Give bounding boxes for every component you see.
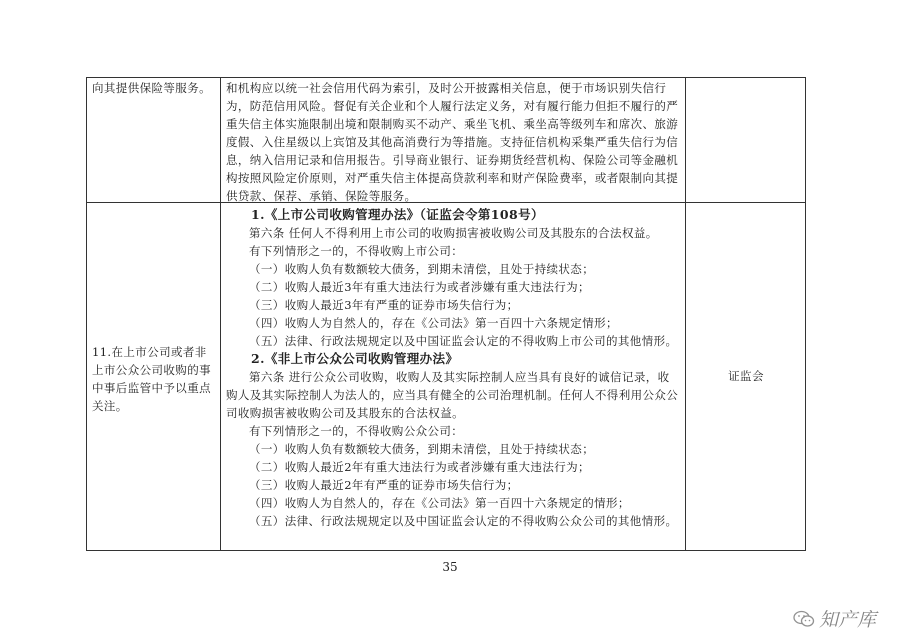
article-item: （三）收购人最近2年有严重的证券市场失信行为； (249, 478, 519, 492)
watermark-text: 知产库 (818, 609, 876, 631)
agency-label: 证监会 (728, 369, 764, 383)
article-paragraph: 第六条 任何人不得利用上市公司的收购损害被收购公司及其股东的合法权益。 (249, 226, 658, 240)
section-heading: 2.《非上市公众公司收购管理办法》 (251, 351, 459, 366)
row2-left-text: 11.在上市公司或者非上市公众公司收购的事中事后监管中予以重点关注。 (92, 345, 211, 413)
article-item: （四）收购人为自然人的，存在《公司法》第一百四十六条规定的情形； (249, 496, 630, 510)
article-item: （二）收购人最近2年有重大违法行为或者涉嫌有重大违法行为； (249, 460, 590, 474)
article-item: （五）法律、行政法规规定以及中国证监会认定的不得收购上市公司的其他情形。 (249, 334, 678, 348)
column-divider (220, 78, 221, 550)
row1-left-cell (92, 79, 216, 97)
row2-left-cell (92, 343, 216, 415)
row1-left-text: 向其提供保险等服务。 (92, 81, 211, 95)
watermark (793, 605, 876, 632)
article-paragraph: 第六条 进行公众公司收购，收购人及其实际控制人应当具有良好的诚信记录，收购人及其实际控制人为法人的，应当具有健全的公司治理机制。任何人不得利用公众公司收购损害被收购公司及其股东的合法权益。 (226, 370, 679, 420)
article-item: （一）收购人负有数额较大债务，到期未清偿，且处于持续状态； (249, 442, 595, 456)
article-item: （四）收购人为自然人的，存在《公司法》第一百四十六条规定情形； (249, 316, 618, 330)
row1-middle-cell (226, 79, 680, 205)
article-item: （三）收购人最近3年有严重的证券市场失信行为； (249, 298, 519, 312)
regulation-table (86, 77, 806, 551)
article-item: （二）收购人最近3年有重大违法行为或者涉嫌有重大违法行为； (249, 280, 590, 294)
column-divider (685, 78, 686, 550)
section-heading: 1.《上市公司收购管理办法》（证监会令第108号） (251, 207, 544, 222)
row1-middle-text: 和机构应以统一社会信用代码为索引，及时公开披露相关信息，便于市场识别失信行为，防范信用风险。督促有关企业和个人履行法定义务，对有履行能力但拒不履行的严重失信主体实施限制出境和限制购买不动产、乘坐飞机、乘坐高等级列车和席次、旅游度假、入住星级以上宾馆及其他高消费行为等措施。支持征信机构采集严重失信行为信息，纳入信用记录和信用报告。引导商业银行、证券期货经营机构、保险公司等金融机构按照风险定价原则，对严重失信主体提高贷款利率和财产保险费率，或者限制向其提供贷款、保荐、承销、保险等服务。 (226, 81, 679, 203)
article-item: （一）收购人负有数额较大债务，到期未清偿，且处于持续状态； (249, 262, 595, 276)
article-paragraph: 有下列情形之一的，不得收购上市公司： (249, 244, 464, 258)
page-number: 35 (442, 560, 458, 574)
article-item: （五）法律、行政法规规定以及中国证监会认定的不得收购公众公司的其他情形。 (249, 514, 678, 528)
row2-right-cell (686, 367, 806, 385)
row2-middle-cell (226, 206, 680, 530)
article-paragraph: 有下列情形之一的，不得收购公众公司： (249, 424, 464, 438)
wechat-icon (793, 610, 815, 628)
